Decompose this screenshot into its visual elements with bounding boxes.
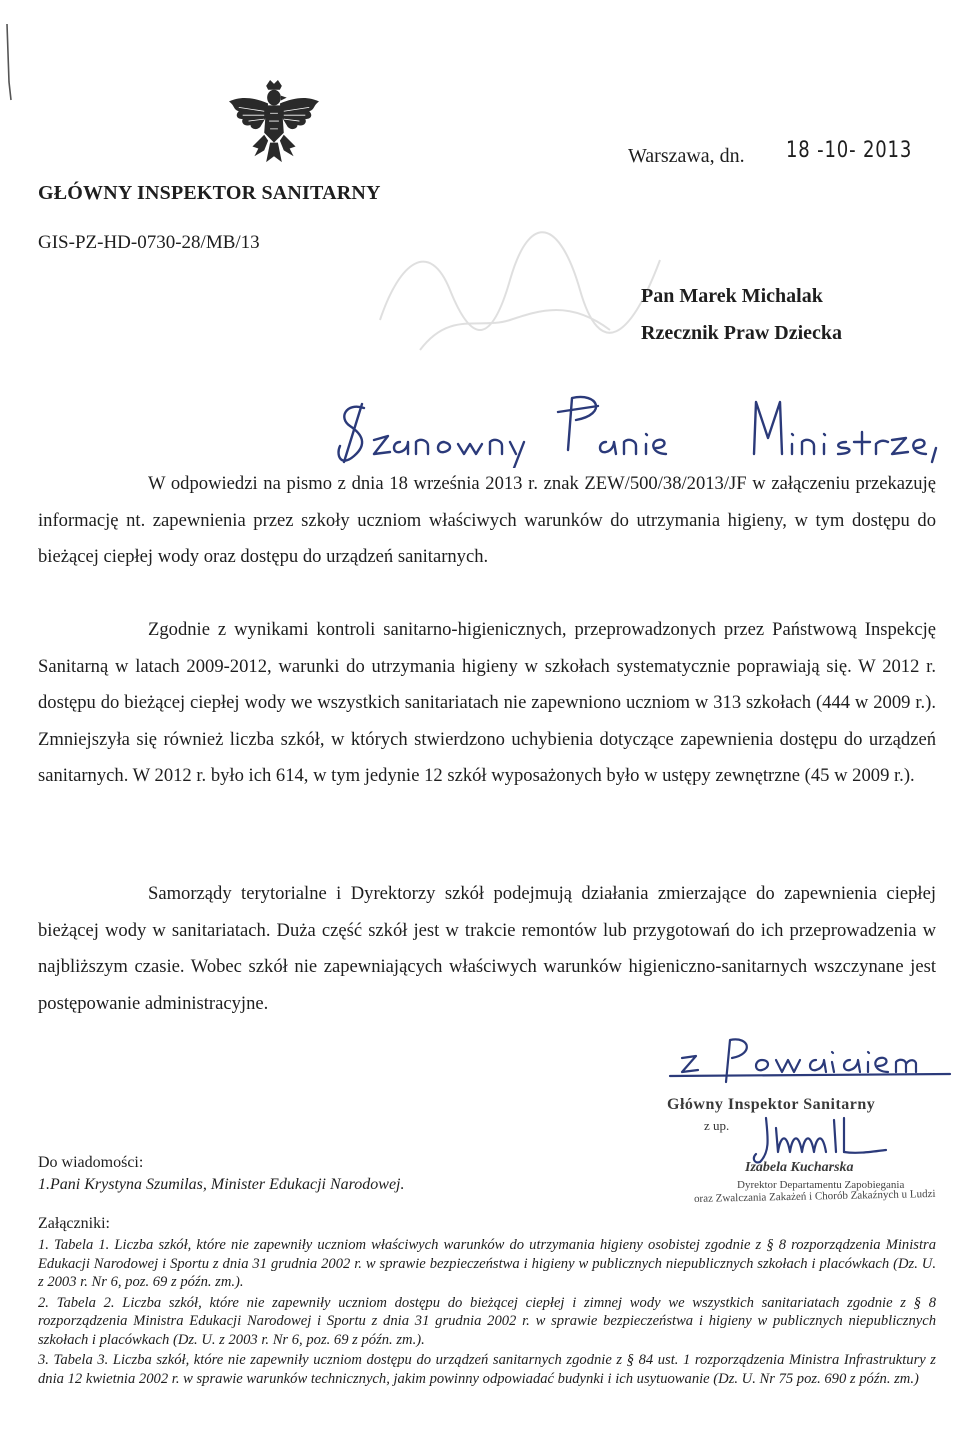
stamp-title: Główny Inspektor Sanitarny bbox=[667, 1096, 876, 1113]
body-paragraph-2 bbox=[38, 612, 936, 795]
paragraph-2-text: Zgodnie z wynikami kontroli sanitarno-higienicznych, przeprowadzonych przez Państwową Inspekcję Sanitarną w latach 2009-2012, warunki do utrzymania higieny w szkołach systematycznie poprawiają się. W 2012 r. dostępu do bieżącej ciepłej wody we wszystkich sanitariatach nie zapewniono uczniom w 313 szkołach (444 w 2009 r.). Zmniejszyła się również liczba szkół, w których stwierdzono uchybienia dotyczące zapewnienia dostępu do urządzeń sanitarnych. W 2012 r. było ich 614, w tym jedynie 12 szkół wyposażonych było w ustępy zewnętrzne (45 w 2009 r.). bbox=[38, 619, 936, 786]
dateline-label: Warszawa, dn. bbox=[628, 145, 745, 167]
stamp-position-line-2: oraz Zwalczania Zakażeń i Chorób Zakaźnych u Ludzi bbox=[693, 1187, 936, 1205]
distribution-label: Do wiadomości: bbox=[38, 1154, 144, 1171]
institution-name: GŁÓWNY INSPEKTOR SANITARNY bbox=[38, 182, 381, 204]
handwritten-salutation bbox=[336, 388, 960, 468]
eagle-emblem-icon bbox=[225, 78, 323, 170]
date-stamp: 18 -10- 2013 bbox=[786, 138, 913, 163]
paragraph-3-text: Samorządy terytorialne i Dyrektorzy szkół podejmują działania zmierzające do zapewnienia ciepłej bieżącej wody w sanitariatach. Duża część szkół jest w trakcie remontów lub przygotowań do ich przeprowadzenia w najbliższym czasie. Wobec szkół nie zapewniających właściwych warunków higieniczno-sanitarnych wszczynane jest postępowanie administracyjne. bbox=[38, 883, 936, 1014]
stamp-name: Izabela Kucharska bbox=[745, 1160, 854, 1175]
attachments-list bbox=[38, 1236, 936, 1390]
body-paragraph-3 bbox=[38, 876, 936, 1022]
recipient-title: Rzecznik Praw Dziecka bbox=[641, 322, 843, 344]
stamp-zup: z up. bbox=[704, 1118, 730, 1133]
signature-scrawl bbox=[746, 1108, 896, 1168]
attachment-item: 3. Tabela 3. Liczba szkół, które nie zapewniły uczniom dostępu do urządzeń sanitarnych zgodnie z § 84 ust. 1 rozporządzenia Ministra Infrastruktury z dnia 12 kwietnia 2002 r. w sprawie warunków technicznych, jakim powinny odpowiadać budynki i ich usytuowanie (Dz. U. Nr 75 poz. 690 z późn. zm.) bbox=[38, 1352, 936, 1387]
paragraph-1-text: W odpowiedzi na pismo z dnia 18 września 2013 r. znak ZEW/500/38/2013/JF w załączeniu przekazuję informację nt. zapewnienia przez szkoły uczniom właściwych warunków do utrzymania higieny, w tym dostępu do bieżącej ciepłej wody oraz dostępu do urządzeń sanitarnych. bbox=[38, 473, 936, 567]
attachment-item: 2. Tabela 2. Liczba szkół, które nie zapewniły uczniom dostępu do bieżącej ciepłej i zimnej wody we wszystkich sanitariatach zgodnie z § 8 rozporządzenia Ministra Edukacji Narodowej i Sportu z dnia 31 grudnia 2002 r. w sprawie bezpieczeństwa i higieny w publicznych niepublicznych szkołach i placówkach (Dz. U. z 2003 r. Nr 6, poz. 69 z późn. zm.). bbox=[38, 1294, 936, 1348]
attachments-label: Załączniki: bbox=[38, 1215, 110, 1232]
distribution-item: 1.Pani Krystyna Szumilas, Minister Edukacji Narodowej. bbox=[38, 1176, 405, 1193]
reference-number: GIS-PZ-HD-0730-28/MB/13 bbox=[38, 232, 260, 253]
body-paragraph-1 bbox=[38, 466, 936, 576]
handwritten-closing bbox=[650, 1032, 960, 1090]
margin-mark bbox=[3, 22, 17, 102]
attachment-item: 1. Tabela 1. Liczba szkół, które nie zapewniły uczniom właściwych warunków do utrzymania higieny osobistej zgodnie z § 8 rozporządzenia Ministra Edukacji Narodowej i Sportu z dnia 31 grudnia 2002 r. w sprawie bezpieczeństwa i higieny w publicznych niepublicznych szkołach i placówkach (Dz. U. z 2003 r. Nr 6, poz. 69 z późn. zm.). bbox=[38, 1237, 936, 1290]
recipient-name: Pan Marek Michalak bbox=[641, 285, 823, 307]
stamp-position-line-1: Dyrektor Departamentu Zapobiegania bbox=[737, 1179, 905, 1191]
